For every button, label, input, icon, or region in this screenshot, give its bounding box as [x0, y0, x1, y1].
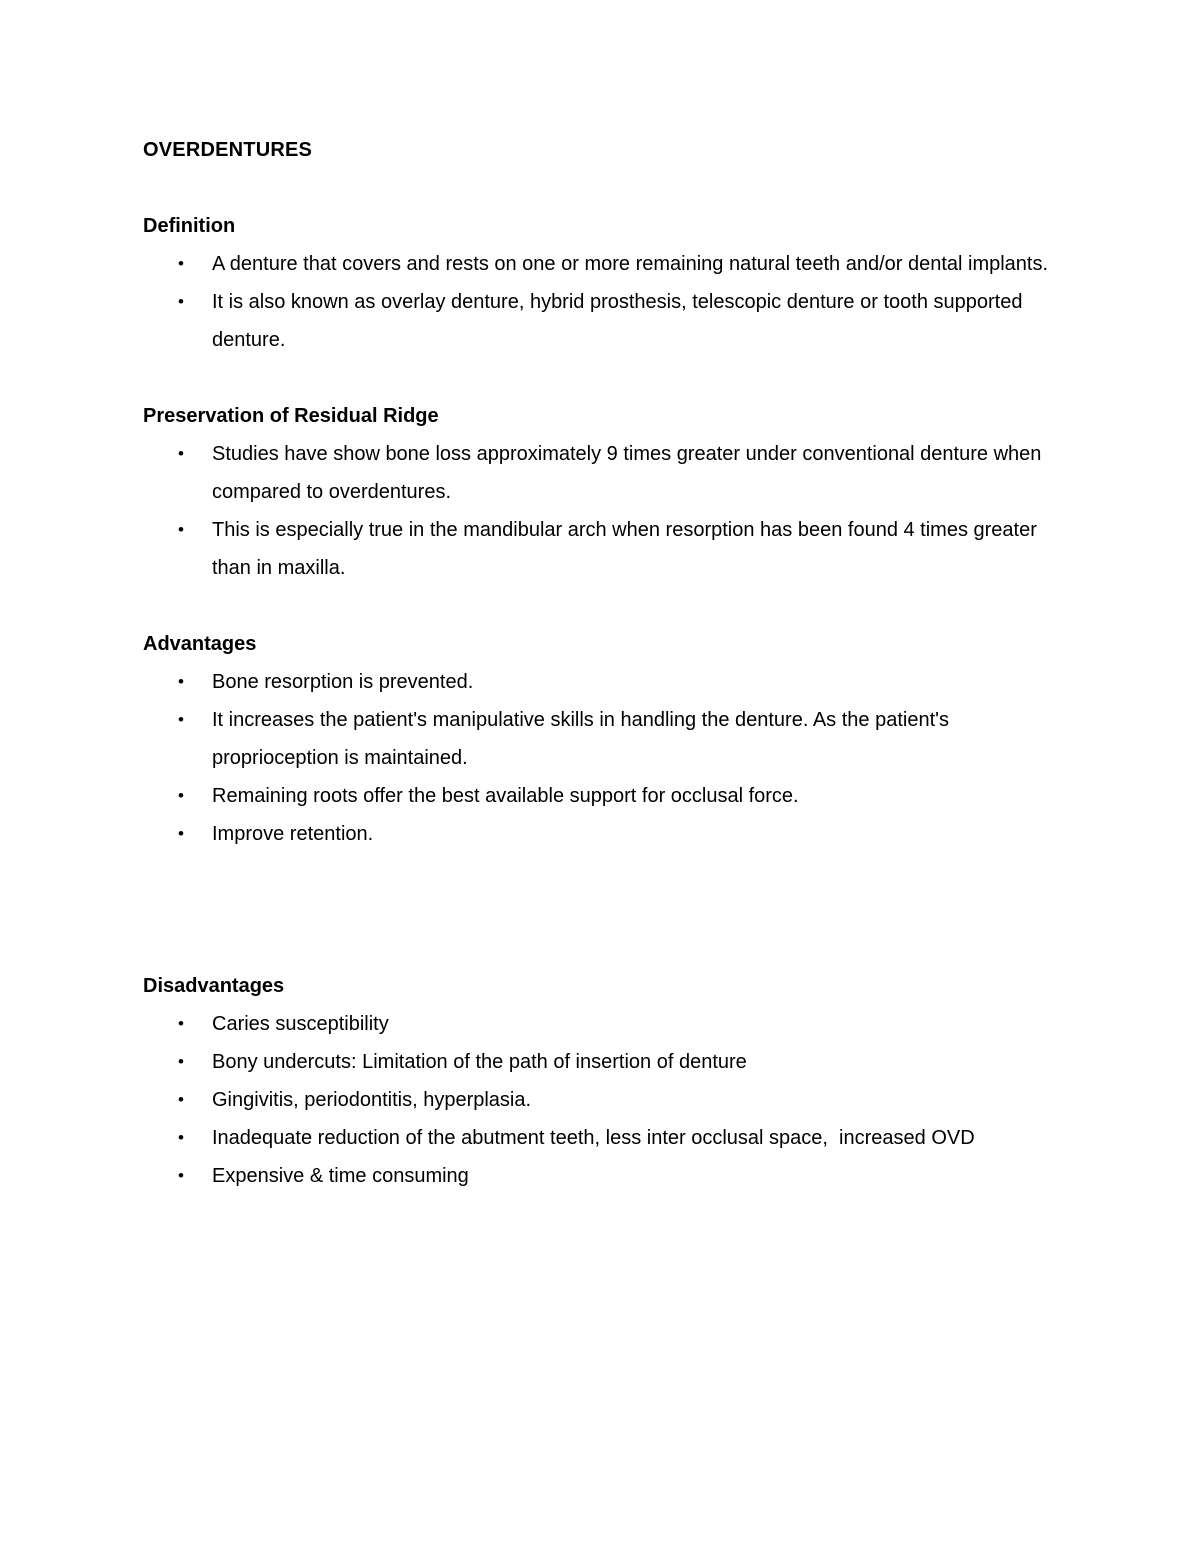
section-definition: [143, 207, 1055, 359]
section-heading: Preservation of Residual Ridge: [143, 405, 439, 427]
section-heading: Advantages: [143, 633, 257, 655]
bullet-icon: •: [178, 444, 184, 463]
bullet-icon: •: [178, 292, 184, 311]
bullet-item: [143, 663, 1055, 701]
bullet-icon: •: [178, 672, 184, 691]
bullet-item: [143, 777, 1055, 815]
bullet-icon: •: [178, 1166, 184, 1185]
bullet-text: A denture that covers and rests on one or more remaining natural teeth and/or dental implants.: [212, 253, 1049, 275]
bullet-text: Gingivitis, periodontitis, hyperplasia.: [212, 1089, 532, 1111]
bullet-text: Bone resorption is prevented.: [212, 671, 474, 693]
section-advantages: [143, 625, 1055, 853]
bullet-icon: •: [178, 520, 184, 539]
bullet-icon: •: [178, 710, 184, 729]
bullet-icon: •: [178, 254, 184, 273]
bullet-text: Remaining roots offer the best available support for occlusal force.: [212, 785, 799, 807]
section-preservation-of-residual-ridge: [143, 397, 1055, 587]
bullet-item: [143, 701, 1055, 777]
bullet-text: It is also known as overlay denture, hybrid prosthesis, telescopic denture or tooth supported denture.: [212, 291, 1029, 351]
bullet-text: Inadequate reduction of the abutment teeth, less inter occlusal space, increased OVD: [212, 1127, 975, 1149]
bullet-text: This is especially true in the mandibular arch when resorption has been found 4 times greater than in maxilla.: [212, 519, 1043, 579]
bullet-list: [143, 245, 1055, 359]
bullet-item: [143, 283, 1055, 359]
bullet-list: [143, 663, 1055, 853]
page-title: OVERDENTURES: [143, 139, 313, 161]
bullet-icon: •: [178, 786, 184, 805]
bullet-text: It increases the patient's manipulative skills in handling the denture. As the patient's proprioception is maintained.: [212, 709, 955, 769]
bullet-icon: •: [178, 824, 184, 843]
bullet-list: [143, 435, 1055, 587]
bullet-list: [143, 1005, 1055, 1195]
bullet-icon: •: [178, 1052, 184, 1071]
bullet-item: [143, 245, 1055, 283]
bullet-item: [143, 435, 1055, 511]
bullet-icon: •: [178, 1090, 184, 1109]
section-heading: Definition: [143, 215, 236, 237]
bullet-text: Studies have show bone loss approximately 9 times greater under conventional denture when compared to overdentures.: [212, 443, 1047, 503]
bullet-item: [143, 511, 1055, 587]
bullet-text: Caries susceptibility: [212, 1013, 389, 1035]
bullet-item: [143, 1081, 1055, 1119]
bullet-icon: •: [178, 1014, 184, 1033]
bullet-text: Expensive & time consuming: [212, 1165, 469, 1187]
bullet-icon: •: [178, 1128, 184, 1147]
bullet-item: [143, 1119, 1055, 1157]
bullet-item: [143, 1157, 1055, 1195]
bullet-text: Bony undercuts: Limitation of the path of insertion of denture: [212, 1051, 747, 1073]
bullet-item: [143, 1005, 1055, 1043]
section-heading: Disadvantages: [143, 975, 285, 997]
bullet-item: [143, 815, 1055, 853]
bullet-item: [143, 1043, 1055, 1081]
bullet-text: Improve retention.: [212, 823, 374, 845]
section-disadvantages: [143, 967, 1055, 1195]
